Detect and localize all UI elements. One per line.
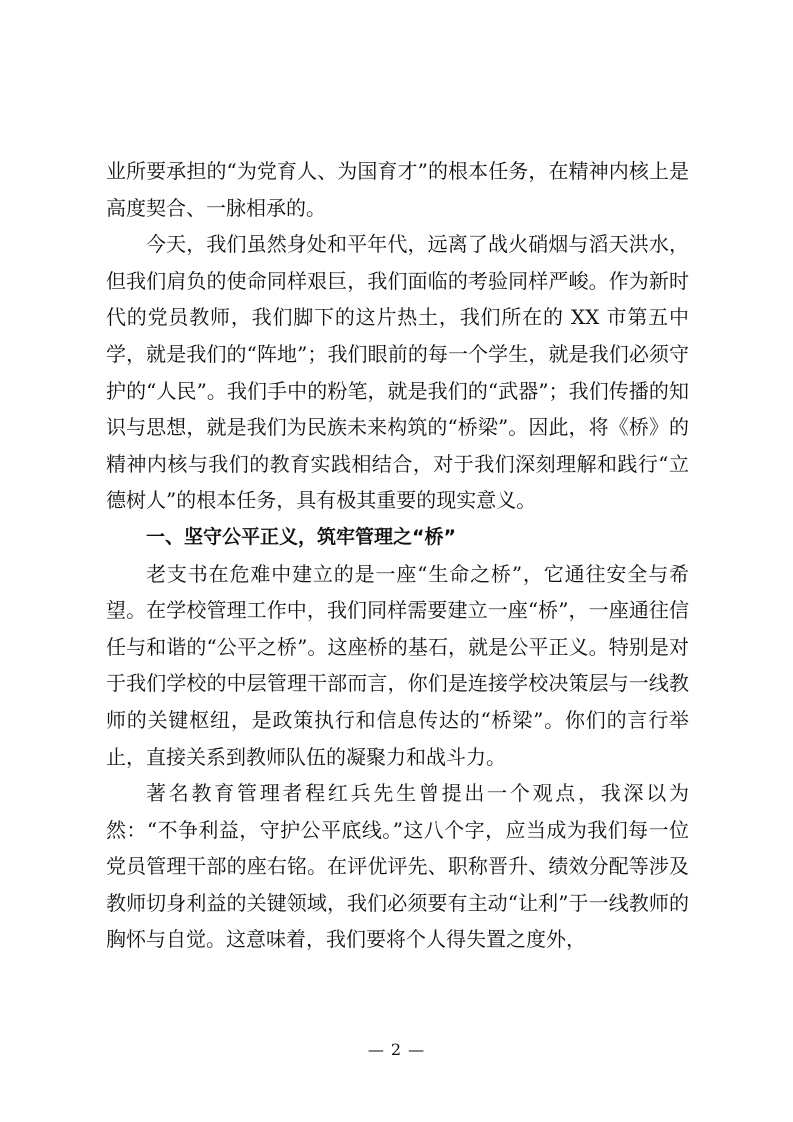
paragraph-peacetime-mission: 今天，我们虽然身处和平年代，远离了战火硝烟与滔天洪水，但我们肩负的使命同样艰巨，我们面临的考验同样严峻。作为新时代的党员教师，我们脚下的这片热土，我们所在的 XX 市第五中学，就是我们的“阵地”；我们眼前的每一个学生，就是我们必须守护的“人民”。我们手中的粉笔，就是我们的“武器”；我们传播的知识与思想，就是我们为民族未来构筑的“桥梁”。因此，将《桥》的精神内核与我们的教育实践相结合，对于我们深刻理解和践行“立德树人”的根本任务，具有极其重要的现实意义。	[106, 232, 689, 513]
page-number: — 2 —	[367, 1040, 426, 1059]
section-heading-1: 一、坚守公平正义，筑牢管理之“桥”	[146, 525, 456, 548]
paragraph-fairness-bridge: 老支书在危难中建立的是一座“生命之桥”，它通往安全与希望。在学校管理工作中，我们同样需要建立一座“桥”，一座通往信任与和谐的“公平之桥”。这座桥的基石，就是公平正义。特别是对于我们学校的中层管理干部而言，你们是连接学校决策层与一线教师的关键枢纽，是政策执行和信息传达的“桥梁”。你们的言行举止，直接关系到教师队伍的凝聚力和战斗力。	[106, 561, 689, 769]
paragraph-continuation: 业所要承担的“为党育人、为国育才”的根本任务，在精神内核上是高度契合、一脉相承的。	[106, 159, 689, 220]
paragraph-cheng-hongbing-quote: 著名教育管理者程红兵先生曾提出一个观点，我深以为然：“不争利益，守护公平底线。”这八个字，应当成为我们每一位党员管理干部的座右铭。在评优评先、职称晋升、绩效分配等涉及教师切身利益的关键领域，我们必须要有主动“让利”于一线教师的胸怀与自觉。这意味着，我们要将个人得失置之度外，	[106, 781, 689, 952]
document-body	[106, 153, 689, 958]
